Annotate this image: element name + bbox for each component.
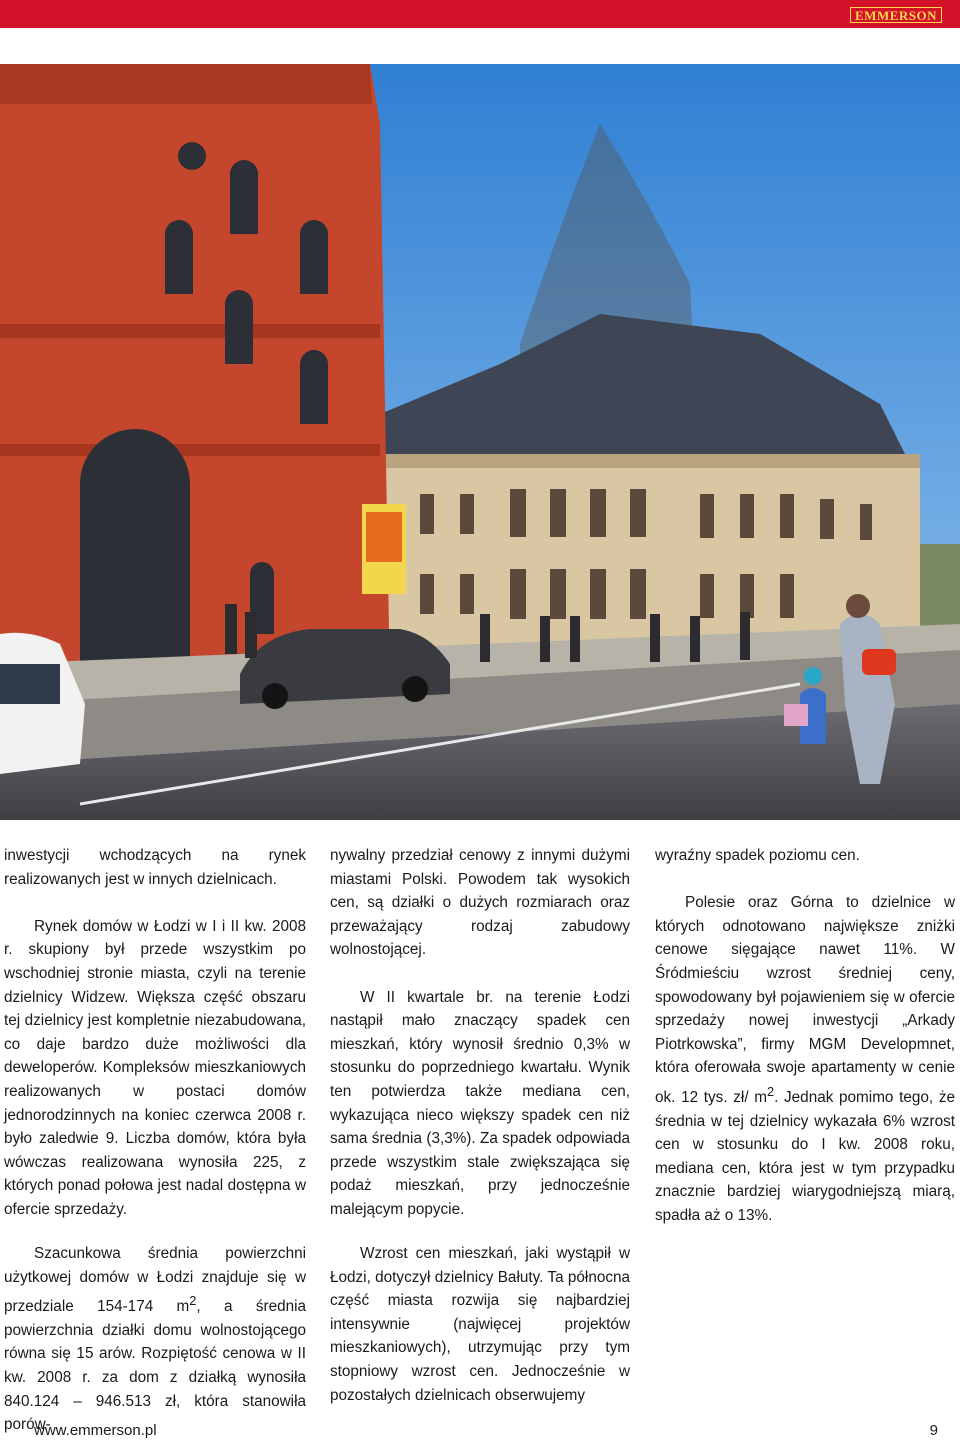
city-photo xyxy=(0,64,960,820)
superscript: 2 xyxy=(189,1293,197,1309)
text-column-3 xyxy=(655,844,955,1228)
superscript: 2 xyxy=(767,1083,775,1099)
paragraph xyxy=(4,1242,306,1437)
footer-url-link[interactable]: www.emmerson.pl xyxy=(34,1422,157,1439)
paragraph-text: Polesie oraz Górna to dzielnice w których odnotowano największe zniżki cenowe sięgające nawet 11%. W Śródmieściu wzrost średniej ceny, spowodowany był pojawieniem się w ofercie sprzedaży nowej inwestycji „Arkady Piotrkowska”, firmy MGM Developmnet, która oferowała swoje apartamenty w cenie ok. 12 tys. zł/ m xyxy=(655,894,955,1107)
paragraph-text: . Jednak pomimo tego, że średnia w tej dzielnicy wykazała 6% wzrost cen w stosunku do I kw. 2008 roku, mediana cen, która jest w tym przypadku znacznie bardziej wiarygodniejszą miarą, spadła aż o 13%. xyxy=(655,1089,955,1224)
text-column-1 xyxy=(4,844,306,1222)
paragraph: Wzrost cen mieszkań, jaki wystąpił w Łodzi, dotyczył dzielnicy Bałuty. Ta północna część miasta rozwija się najbardziej intensywnie (najwięcej projektów mieszkaniowych), utrzymując przy tym stopniowy wzrost cen. Jednocześnie w pozostałych dzielnicach obserwujemy xyxy=(330,1245,630,1404)
text-column-4 xyxy=(4,1242,306,1437)
paragraph: wyraźny spadek poziomu cen. xyxy=(655,847,860,864)
paragraph: Rynek domów w Łodzi w I i II kw. 2008 r. skupiony był przede wszystkim po wschodniej stronie miasta, czyli na terenie dzielnicy Widzew. Większa część obszaru tej dzielnicy jest kompletnie niezabudowana, co daje bardzo duże możliwości dla deweloperów. Kompleksów mieszkaniowych realizowanych w postaci domów jednorodzinnych na koniec czerwca 2008 r. było zaledwie 9. Liczba domów, która była wówczas realizowana wynosiła 225, z których ponad połowa jest nadal dostępna w ofercie sprzedaży. xyxy=(4,917,306,1218)
emmerson-logo[interactable]: EMMERSON xyxy=(850,7,942,23)
paragraph: nywalny przedział cenowy z innymi dużymi miastami Polski. Powodem tak wysokich cen, są działki o dużych rozmiarach oraz przeważający rodzaj zabudowy wolnostojącej. xyxy=(330,847,630,959)
page-number: 9 xyxy=(929,1422,938,1439)
paragraph xyxy=(655,891,955,1227)
text-column-5 xyxy=(330,1242,630,1407)
text-column-2 xyxy=(330,844,630,1222)
paragraph: inwestycji wchodzących na rynek realizowanych jest w innych dzielnicach. xyxy=(4,847,306,888)
header-bar xyxy=(0,0,960,28)
paragraph: W II kwartale br. na terenie Łodzi nastąpił mało znaczący spadek cen mieszkań, który wynosił średnio 0,3% w stosunku do poprzedniego kwartału. Wynik ten potwierdza także mediana cen, wykazująca nieco większy spadek cen niż sama średnia (3,3%). Za spadek odpowiada przede wszystkim stale zwiększająca się podaż mieszkań, przy jednocześnie malejącym popycie. xyxy=(330,988,630,1218)
paragraph-text: , a średnia powierzchnia działki domu wolnostojącego równa się 15 arów. Rozpiętość cenowa w II kw. 2008 r. za dom z działką wynosiła 840.124 – 946.513 zł, która stanowiła porów- xyxy=(4,1298,306,1434)
paragraph-text: Szacunkowa średnia powierzchni użytkowej domów w Łodzi znajduje się w przedziale 154-174 m xyxy=(4,1245,306,1316)
